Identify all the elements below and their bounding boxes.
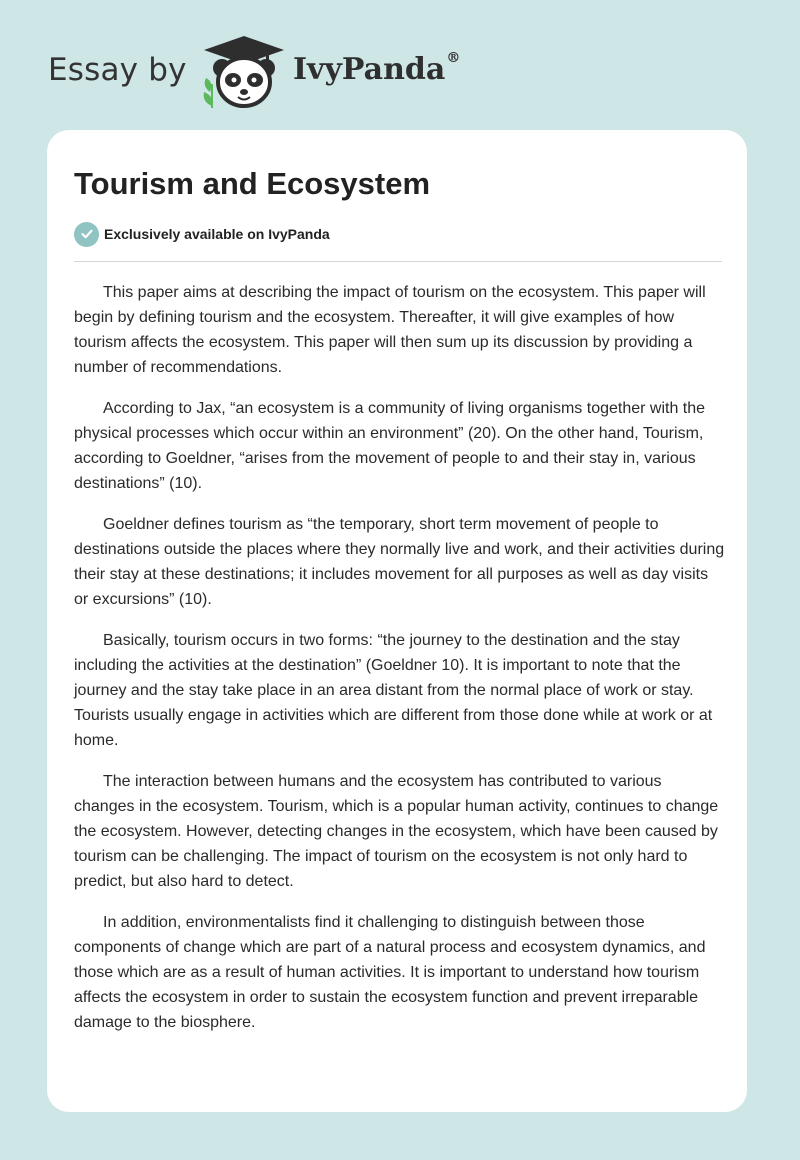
- brand-name: IvyPanda®: [293, 50, 461, 87]
- paragraph: According to Jax, “an ecosystem is a community of living organisms together with the physical processes which occur within an environment” (20). On the other hand, Tourism, according to Goeldner, “arises from the movement of people to and their stay in, various destinations” (10).: [74, 400, 706, 492]
- essay-by-label: Essay by: [48, 52, 187, 88]
- essay-card: [47, 130, 747, 1112]
- paragraph: In addition, environmentalists find it challenging to distinguish between those components of change which are part of a natural process and ecosystem dynamics, and those which are as a result of human activities. It is important to understand how tourism affects the ecosystem in order to sustain the ecosystem function and prevent irreparable damage to the biosphere.: [74, 914, 706, 1031]
- check-circle-icon: [74, 222, 99, 247]
- essay-body: [74, 280, 726, 1051]
- divider: [74, 261, 722, 262]
- paragraph: Basically, tourism occurs in two forms: “the journey to the destination and the stay including the activities at the destination” (Goeldner 10). It is important to note that the journey and the stay take place in an area distant from the normal place of work or stay. Tourists usually engage in activities which are different from those done while at work or at home.: [74, 632, 713, 749]
- panda-graduate-icon: [200, 34, 288, 110]
- paragraph: Goeldner defines tourism as “the temporary, short term movement of people to destinations outside the places where they normally live and work, and their activities during their stay at these destinations; it includes movement for all purposes as well as day visits or excursions” (10).: [74, 516, 725, 608]
- site-header: [48, 30, 568, 110]
- paragraph: The interaction between humans and the ecosystem has contributed to various changes in the ecosystem. Tourism, which is a popular human activity, continues to change the ecosystem. However, detecting changes in the ecosystem, which have been caused by tourism can be challenging. The impact of tourism on the ecosystem is not only hard to predict, but also hard to detect.: [74, 773, 719, 890]
- exclusive-badge: [74, 221, 330, 247]
- page-title: Tourism and Ecosystem: [74, 166, 431, 201]
- paragraph: This paper aims at describing the impact of tourism on the ecosystem. This paper will begin by defining tourism and the ecosystem. Thereafter, it will give examples of how tourism affects the ecosystem. This paper will then sum up its discussion by providing a number of recommendations.: [74, 284, 706, 376]
- registered-mark: ®: [446, 50, 461, 66]
- badge-label: Exclusively available on IvyPanda: [104, 226, 330, 242]
